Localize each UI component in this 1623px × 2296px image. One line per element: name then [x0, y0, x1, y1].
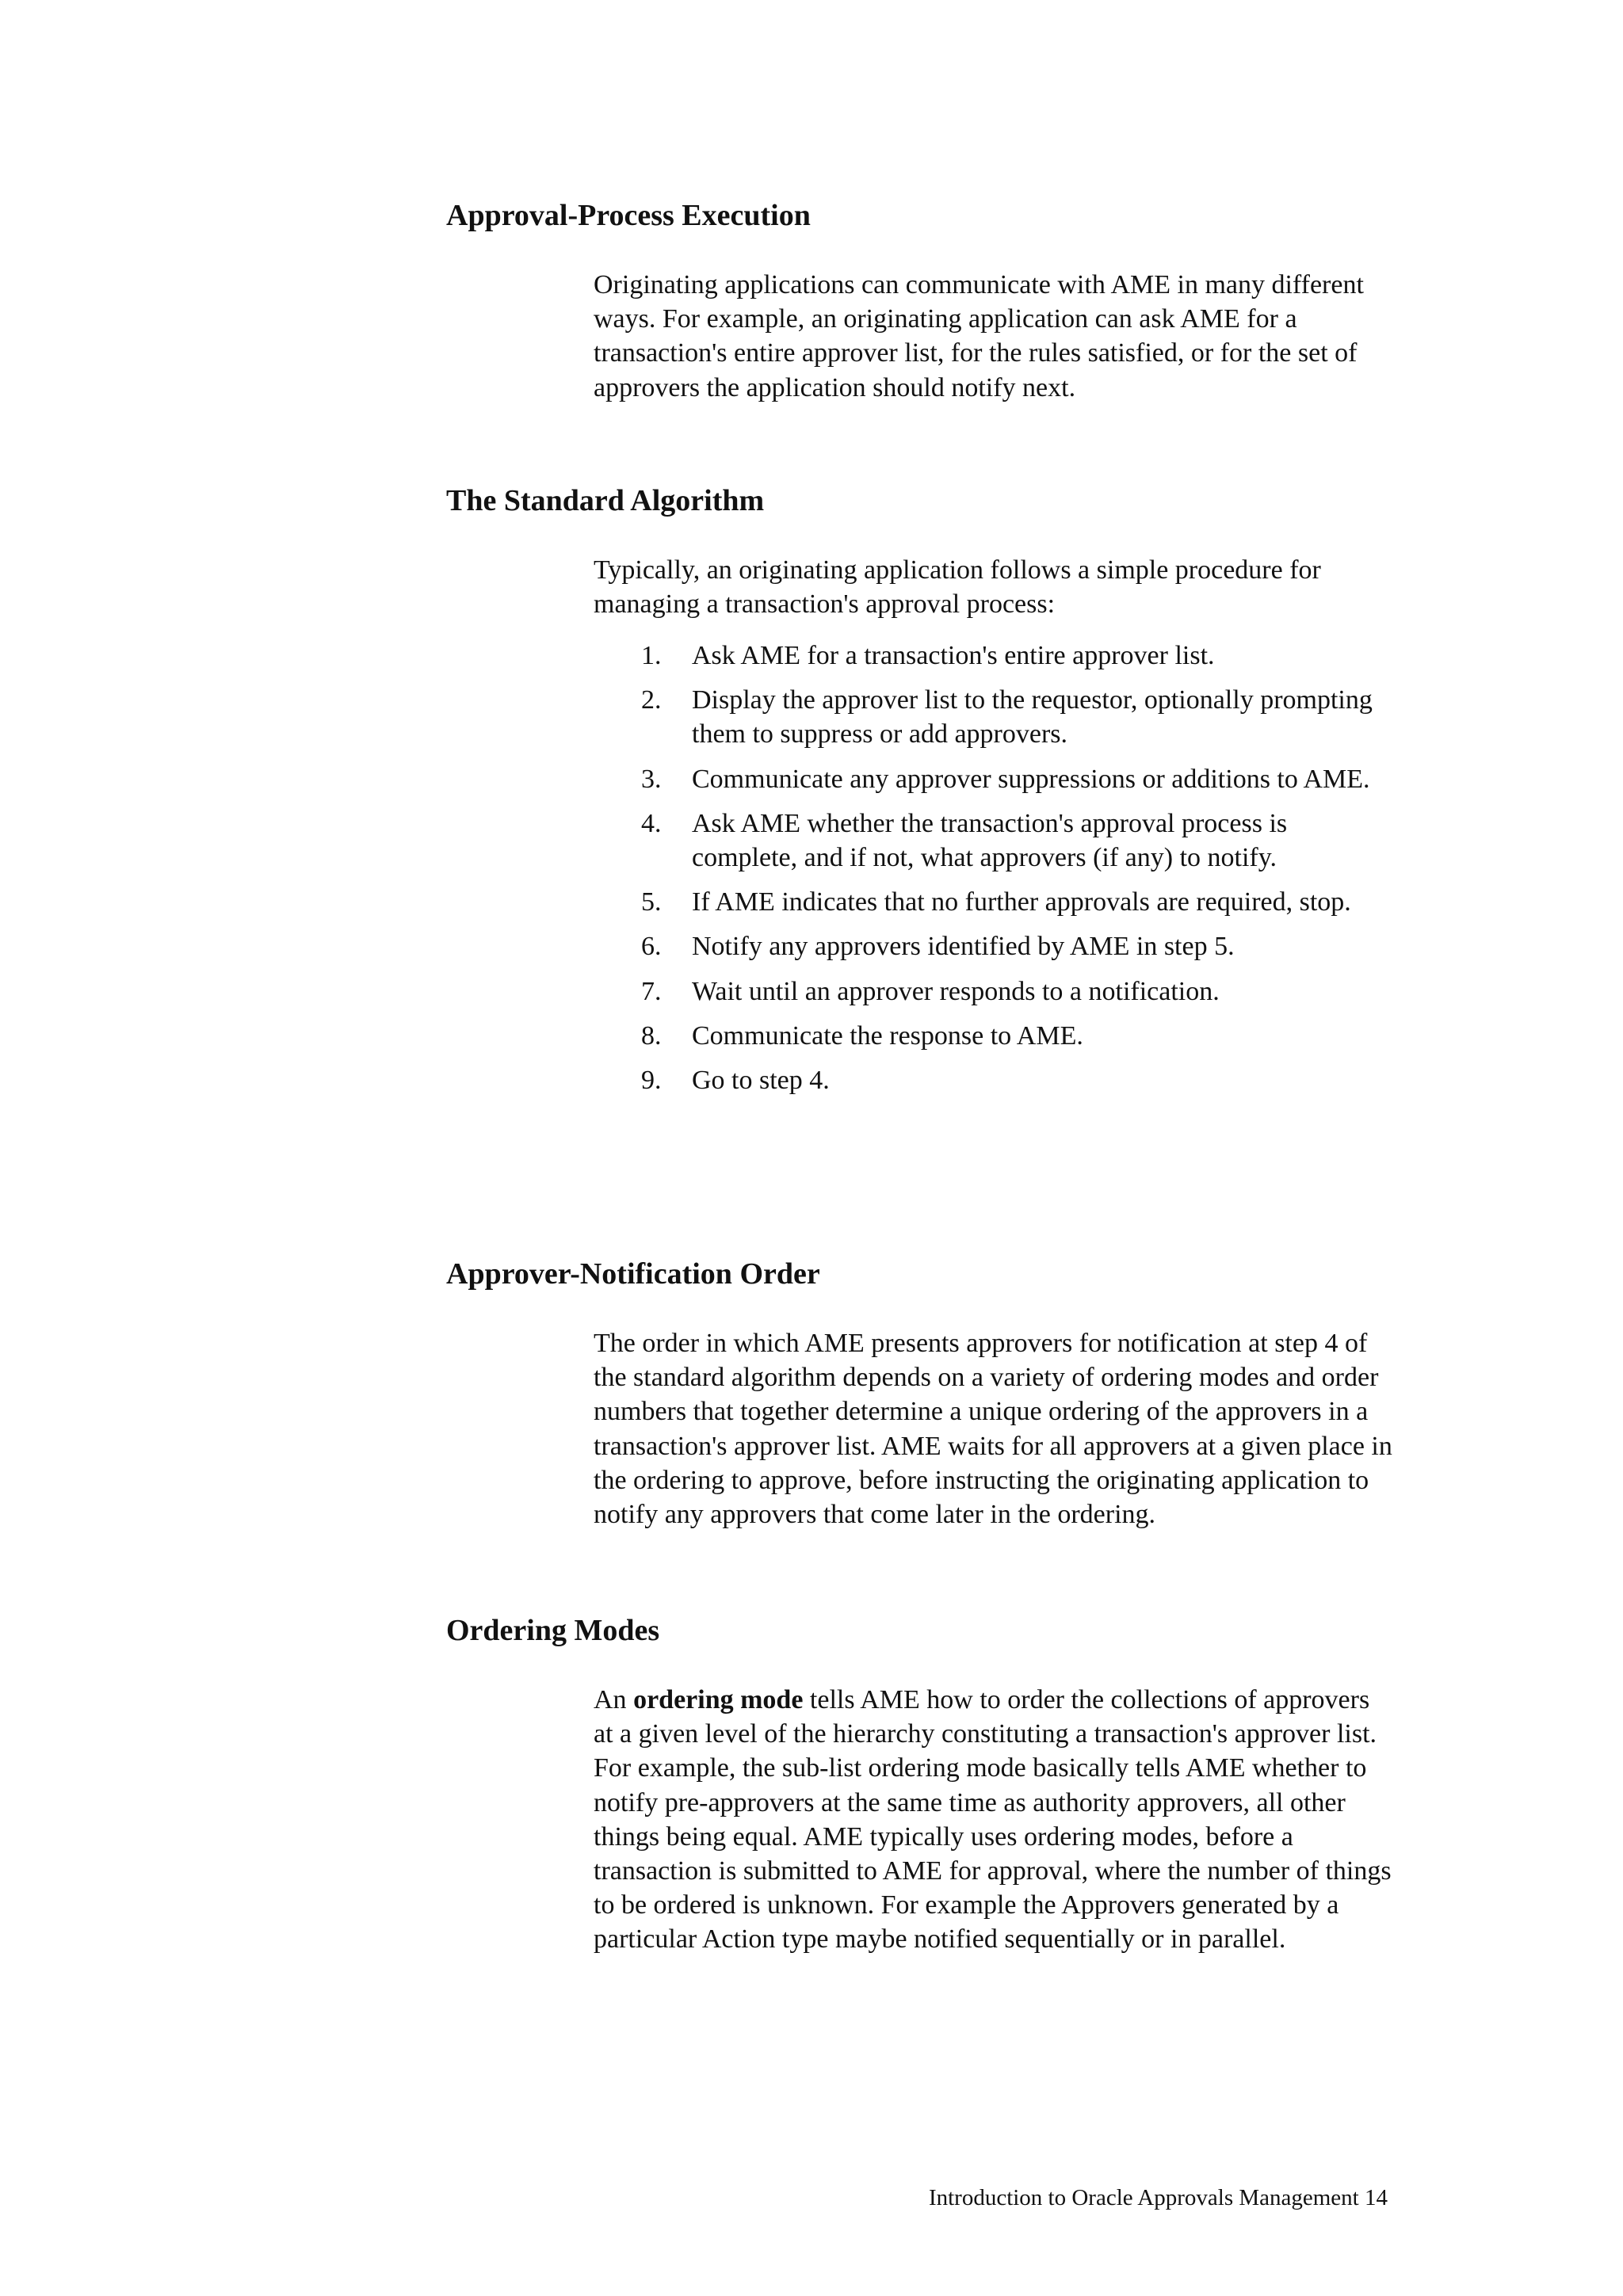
step-text: Communicate any approver suppressions or additions to AME.: [692, 764, 1370, 794]
list-item: [594, 762, 1394, 796]
heading-approval-process-execution: Approval-Process Execution: [446, 199, 811, 232]
step-text: Wait until an approver responds to a notification.: [692, 976, 1220, 1006]
step-number: 7.: [641, 976, 662, 1006]
ordering-modes-paragraph: [594, 1683, 1394, 1957]
step-text: Notify any approvers identified by AME in step 5.: [692, 932, 1235, 962]
algorithm-steps-list: [594, 639, 1394, 1108]
list-item: [594, 639, 1394, 673]
ordering-modes-body: tells AME how to order the collections of approvers at a given level of the hierarchy constituting a transaction's approver list. For example, the sub-list ordering mode basically tells AME whether to notify pre-approvers at the same time as authority approvers, all other things being equal. AME typically uses ordering modes, before a transaction is submitted to AME for approval, where the number of things to be ordered is unknown. For example the Approvers generated by a particular Action type maybe notified sequentially or in parallel.: [594, 1685, 1392, 1955]
step-number: 9.: [641, 1066, 662, 1096]
list-item: [594, 1063, 1394, 1097]
algorithm-intro-paragraph: Typically, an originating application follows a simple procedure for managing a transaction's approval process:: [594, 555, 1321, 620]
step-number: 8.: [641, 1020, 662, 1051]
step-number: 5.: [641, 887, 662, 917]
step-number: 3.: [641, 764, 662, 794]
heading-standard-algorithm: The Standard Algorithm: [446, 484, 765, 517]
heading-approver-notification-order: Approver-Notification Order: [446, 1257, 820, 1291]
page-footer: Introduction to Oracle Approvals Management 14: [928, 2185, 1388, 2210]
step-text: Communicate the response to AME.: [692, 1020, 1083, 1051]
list-item: [594, 1019, 1394, 1053]
ordering-mode-term: ordering mode: [633, 1685, 804, 1714]
step-text: Ask AME for a transaction's entire approver list.: [692, 641, 1215, 670]
list-item: [594, 885, 1394, 919]
list-item: [594, 807, 1394, 875]
step-text: Go to step 4.: [692, 1066, 830, 1096]
list-item: [594, 929, 1394, 963]
step-number: 2.: [641, 685, 662, 715]
step-text: If AME indicates that no further approvals are required, stop.: [692, 887, 1351, 917]
list-item: [594, 974, 1394, 1009]
step-number: 6.: [641, 932, 662, 962]
list-item: [594, 683, 1394, 751]
step-text: Display the approver list to the requestor, optionally prompting them to suppress or add approvers.: [692, 685, 1373, 749]
notification-order-paragraph: The order in which AME presents approvers for notification at step 4 of the standard algorithm depends on a variety of ordering modes and order numbers that together determine a unique ordering of the approvers in a transaction's approver list. AME waits for all approvers at a given place in the ordering to approve, before instructing the originating application to notify any approvers that come later in the ordering.: [594, 1329, 1392, 1530]
step-number: 1.: [641, 641, 662, 670]
execution-paragraph: Originating applications can communicate with AME in many different ways. For example, an originating application can ask AME for a transaction's entire approver list, for the rules satisfied, or for the set of approvers the application should notify next.: [594, 270, 1364, 402]
step-number: 4.: [641, 808, 662, 838]
heading-ordering-modes: Ordering Modes: [446, 1614, 660, 1647]
step-text: Ask AME whether the transaction's approval process is complete, and if not, what approvers (if any) to notify.: [692, 808, 1288, 873]
ordering-modes-lead: An: [594, 1685, 634, 1714]
